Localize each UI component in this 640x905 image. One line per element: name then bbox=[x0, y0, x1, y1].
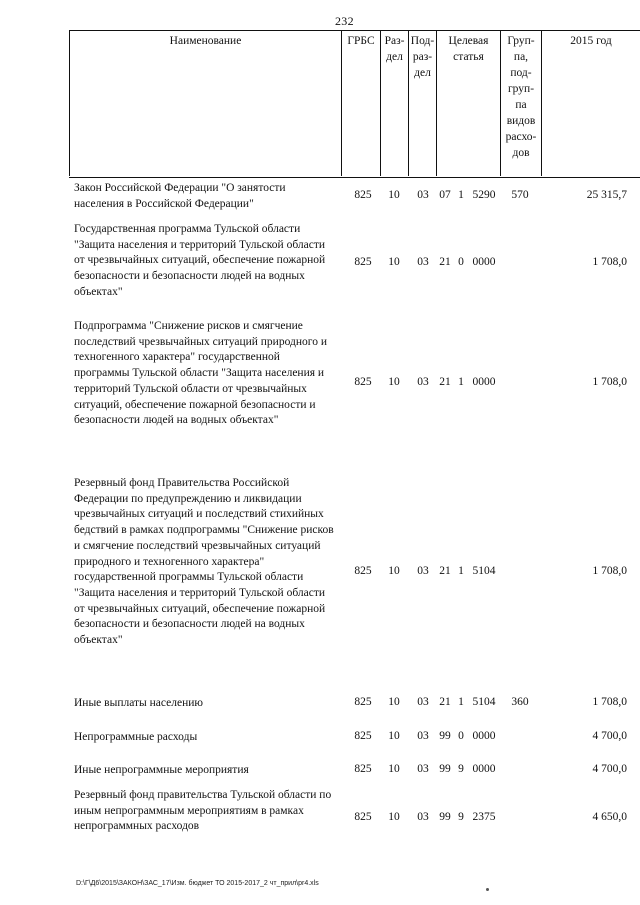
row-cs-code: 0000 bbox=[472, 376, 496, 388]
row-grbs: 825 bbox=[354, 376, 372, 388]
row-cs-program: 21 bbox=[439, 696, 451, 708]
row-podrazdel: 03 bbox=[417, 730, 429, 742]
row-razdel: 10 bbox=[388, 189, 400, 201]
row-grbs: 825 bbox=[354, 763, 372, 775]
row-name: Резервный фонд Правительства Российской Федерации по предупреждению и ликвидации чрезвычайных ситуаций и последствий стихийных бедствий в рамках подпрограммы "Снижение рисков и смягчение последствий чрезвычайных ситуаций природного и техногенного характера" государственной программы Тульской области "Защита населения и территорий Тульской области от чрезвычайных ситуаций, обеспечение пожарной безопасности и безопасности людей на водных объектах" bbox=[74, 477, 334, 647]
row-gruppa: 570 bbox=[511, 189, 529, 201]
row-razdel: 10 bbox=[388, 730, 400, 742]
row-podrazdel: 03 bbox=[417, 565, 429, 577]
header-razdel: Раз- дел bbox=[384, 35, 405, 63]
row-grbs: 825 bbox=[354, 565, 372, 577]
row-name: Иные выплаты населению bbox=[74, 697, 203, 709]
row-grbs: 825 bbox=[354, 811, 372, 823]
row-razdel: 10 bbox=[388, 811, 400, 823]
row-sum: 4 700,0 bbox=[592, 730, 627, 742]
header-name: Наименование bbox=[169, 35, 242, 47]
row-razdel: 10 bbox=[388, 696, 400, 708]
row-cs-program: 21 bbox=[439, 565, 451, 577]
row-sum: 4 700,0 bbox=[592, 763, 627, 775]
row-podrazdel: 03 bbox=[417, 256, 429, 268]
row-podrazdel: 03 bbox=[417, 763, 429, 775]
row-cs-subprogram: 1 bbox=[458, 376, 464, 388]
row-razdel: 10 bbox=[388, 256, 400, 268]
row-cs-program: 99 bbox=[439, 763, 451, 775]
row-sum: 1 708,0 bbox=[592, 376, 627, 388]
row-name: Иные непрограммные мероприятия bbox=[74, 764, 249, 776]
row-grbs: 825 bbox=[354, 730, 372, 742]
row-sum: 1 708,0 bbox=[592, 696, 627, 708]
row-podrazdel: 03 bbox=[417, 189, 429, 201]
header-podrazdel: Под- раз- дел bbox=[410, 35, 435, 79]
header-grbs: ГРБС bbox=[347, 35, 375, 47]
row-cs-code: 0000 bbox=[472, 730, 496, 742]
row-cs-program: 99 bbox=[439, 730, 451, 742]
footer-file-path: D:\Г\Д6\2015\ЗАКОН\ЗАС_17\Изм. бюджет ТО 2015-2017_2 чт_прил\pr4.xls bbox=[76, 880, 319, 887]
row-cs-program: 07 bbox=[439, 189, 451, 201]
row-cs-subprogram: 1 bbox=[458, 189, 464, 201]
row-name: Государственная программа Тульской области "Защита населения и территорий Тульской области от чрезвычайных ситуаций, обеспечение пожарной безопасности и безопасности людей на водных объектах" bbox=[74, 223, 326, 298]
table-rule bbox=[541, 30, 542, 176]
row-grbs: 825 bbox=[354, 696, 372, 708]
row-grbs: 825 bbox=[354, 256, 372, 268]
row-gruppa: 360 bbox=[511, 696, 529, 708]
row-grbs: 825 bbox=[354, 189, 372, 201]
scan-speck bbox=[486, 888, 489, 891]
row-sum: 25 315,7 bbox=[586, 189, 627, 201]
row-cs-program: 21 bbox=[439, 376, 451, 388]
row-sum: 1 708,0 bbox=[592, 256, 627, 268]
row-cs-code: 0000 bbox=[472, 256, 496, 268]
row-cs-subprogram: 0 bbox=[458, 256, 464, 268]
row-cs-subprogram: 1 bbox=[458, 565, 464, 577]
row-cs-subprogram: 9 bbox=[458, 763, 464, 775]
row-cs-code: 5104 bbox=[472, 565, 496, 577]
row-cs-program: 21 bbox=[439, 256, 451, 268]
row-name: Резервный фонд правительства Тульской области по иным непрограммным мероприятиям в рамках непрограммных расходов bbox=[74, 789, 332, 833]
row-podrazdel: 03 bbox=[417, 376, 429, 388]
row-cs-program: 99 bbox=[439, 811, 451, 823]
row-name: Непрограммные расходы bbox=[74, 731, 198, 743]
row-sum: 4 650,0 bbox=[592, 811, 627, 823]
row-cs-subprogram: 1 bbox=[458, 696, 464, 708]
row-name: Закон Российской Федерации "О занятости населения в Российской Федерации" bbox=[74, 182, 286, 210]
table-rule bbox=[69, 30, 70, 176]
row-razdel: 10 bbox=[388, 763, 400, 775]
row-sum: 1 708,0 bbox=[592, 565, 627, 577]
header-celevaya-statya: Целевая статья bbox=[448, 35, 489, 63]
table-rule bbox=[341, 30, 342, 176]
row-razdel: 10 bbox=[388, 565, 400, 577]
row-cs-subprogram: 9 bbox=[458, 811, 464, 823]
row-cs-code: 5290 bbox=[472, 189, 496, 201]
header-gruppa: Груп- па, под- груп- па видов расхо- дов bbox=[505, 35, 537, 159]
row-cs-subprogram: 0 bbox=[458, 730, 464, 742]
row-cs-code: 0000 bbox=[472, 763, 496, 775]
row-cs-code: 2375 bbox=[472, 811, 496, 823]
header-year: 2015 год bbox=[570, 35, 612, 47]
row-podrazdel: 03 bbox=[417, 696, 429, 708]
page-number: 232 bbox=[335, 14, 354, 28]
row-name: Подпрограмма "Снижение рисков и смягчение последствий чрезвычайных ситуаций природного и техногенного характера" государственной программы Тульской области "Защита населения и территорий Тульской области от чрезвычайных ситуаций, обеспечение пожарной безопасности и безопасности людей на водных объектах" bbox=[74, 320, 327, 427]
row-cs-code: 5104 bbox=[472, 696, 496, 708]
table-header bbox=[69, 30, 640, 178]
row-podrazdel: 03 bbox=[417, 811, 429, 823]
row-razdel: 10 bbox=[388, 376, 400, 388]
